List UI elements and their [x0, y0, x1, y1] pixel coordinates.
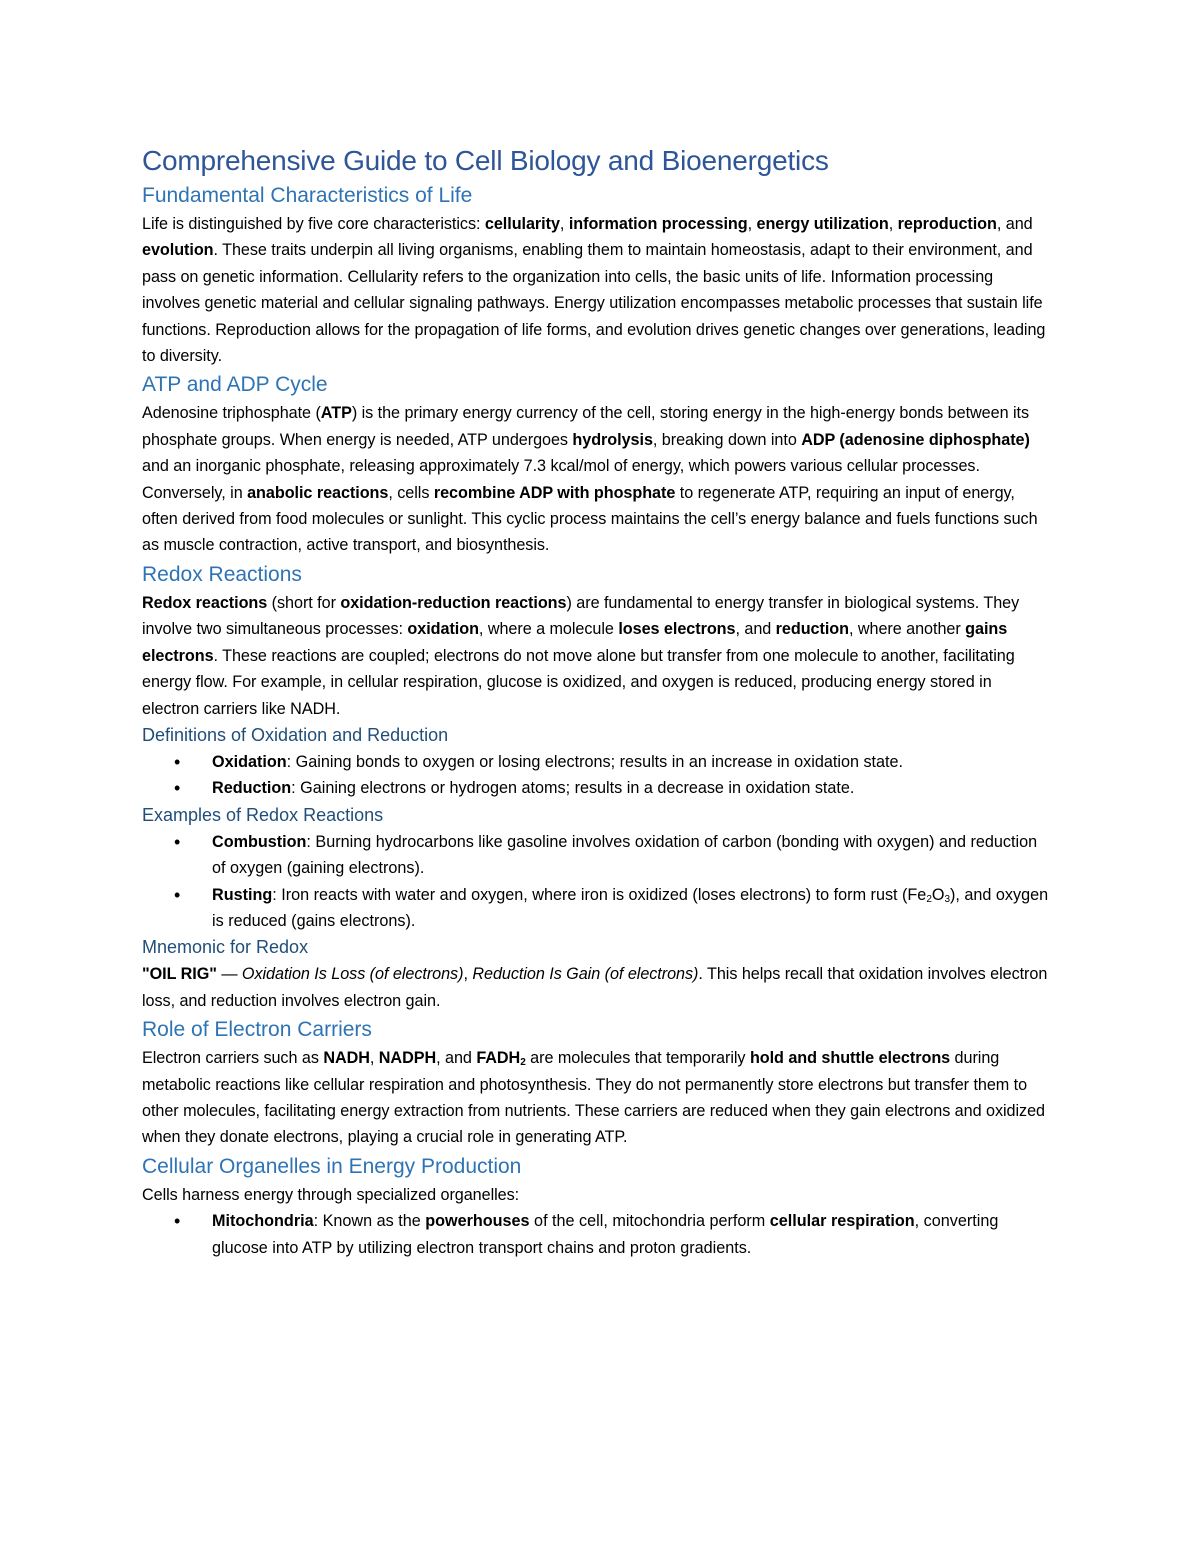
paragraph-organelles-intro: Cells harness energy through specialized organelles: [142, 1185, 520, 1204]
paragraph-redox-reactions: Redox reactions (short for oxidation-reduction reactions) are fundamental to energy transfer in biological systems. They involve two simultaneous processes: oxidation, where a molecule loses electrons, and reduction, where another gains electrons. These reactions are coupled; electrons do not move alone but transfer from one molecule to another, facilitating energy flow. For example, in cellular respiration, glucose is oxidized, and oxygen is reduced, producing energy stored in electron carriers like NADH. [142, 593, 1020, 718]
paragraph-characteristics-of-life: Life is distinguished by five core characteristics: cellularity, information processing, energy utilization, reproduction, and evolution. These traits underpin all living organisms, enabling them to maintain homeostasis, adapt to their environment, and pass on genetic information. Cellularity refers to the organization into cells, the basic units of life. Information processing involves genetic material and cellular signaling pathways. Energy utilization encompasses metabolic processes that sustain life functions. Reproduction allows for the propagation of life forms, and evolution drives genetic changes over generations, leading to diversity. [142, 215, 1046, 366]
list-item-oxidation: • Oxidation: Gaining bonds to oxygen or losing electrons; results in an increase in oxidation state. [142, 749, 1050, 775]
subheading-examples: Examples of Redox Reactions [142, 804, 384, 825]
list-item-combustion: • Combustion: Burning hydrocarbons like gasoline involves oxidation of carbon (bonding with oxygen) and reduction of oxygen (gaining electrons). [142, 829, 1050, 882]
list-item-rusting: • Rusting: Iron reacts with water and oxygen, where iron is oxidized (loses electrons) to form rust $(Fe_2O_3)$, and oxygen is reduced (gains electrons). [142, 882, 1050, 935]
paragraph-mnemonic: "OIL RIG" — Oxidation Is Loss (of electrons), Reduction Is Gain (of electrons). This helps recall that oxidation involves electron loss, and reduction involves electron gain. [142, 965, 1048, 1010]
list-item-mitochondria: • Mitochondria: Known as the powerhouses of the cell, mitochondria perform cellular respiration, converting glucose into ATP by utilizing electron transport chains and proton gradients. [142, 1208, 1050, 1261]
subheading-definitions: Definitions of Oxidation and Reduction [142, 724, 449, 745]
heading-redox-reactions: Redox Reactions [142, 562, 302, 586]
document-title: Comprehensive Guide to Cell Biology and Bioenergetics [142, 145, 829, 176]
paragraph-atp-adp-cycle: Adenosine triphosphate (ATP) is the primary energy currency of the cell, storing energy in the high-energy bonds between its phosphate groups. When energy is needed, ATP undergoes hydrolysis, breaking down into ADP (adenosine diphosphate) and an inorganic phosphate, releasing approximately 7.3 kcal/mol of energy, which powers various cellular processes. Conversely, in anabolic reactions, cells recombine ADP with phosphate to regenerate ATP, requiring an input of energy, often derived from food molecules or sunlight. This cyclic process maintains the cell’s energy balance and fuels functions such as muscle contraction, active transport, and biosynthesis. [142, 404, 1038, 555]
examples-list [142, 829, 1050, 935]
list-item-reduction: • Reduction: Gaining electrons or hydrogen atoms; results in a decrease in oxidation state. [142, 775, 1050, 801]
heading-cellular-organelles: Cellular Organelles in Energy Production [142, 1154, 522, 1178]
definitions-list [142, 749, 1050, 802]
heading-fundamental-characteristics: Fundamental Characteristics of Life [142, 184, 473, 207]
subheading-mnemonic: Mnemonic for Redox [142, 937, 309, 958]
organelles-list [142, 1208, 1050, 1261]
heading-atp-adp-cycle: ATP and ADP Cycle [142, 373, 328, 397]
heading-electron-carriers: Role of Electron Carriers [142, 1018, 372, 1042]
paragraph-electron-carriers: Electron carriers such as NADH, NADPH, and $FADH_2$ are molecules that temporarily hold and shuttle electrons during metabolic reactions like cellular respiration and photosynthesis. They do not permanently store electrons but transfer them to other molecules, facilitating energy extraction from nutrients. These carriers are reduced when they gain electrons and oxidized when they donate electrons, playing a crucial role in generating ATP. [142, 1049, 1045, 1147]
